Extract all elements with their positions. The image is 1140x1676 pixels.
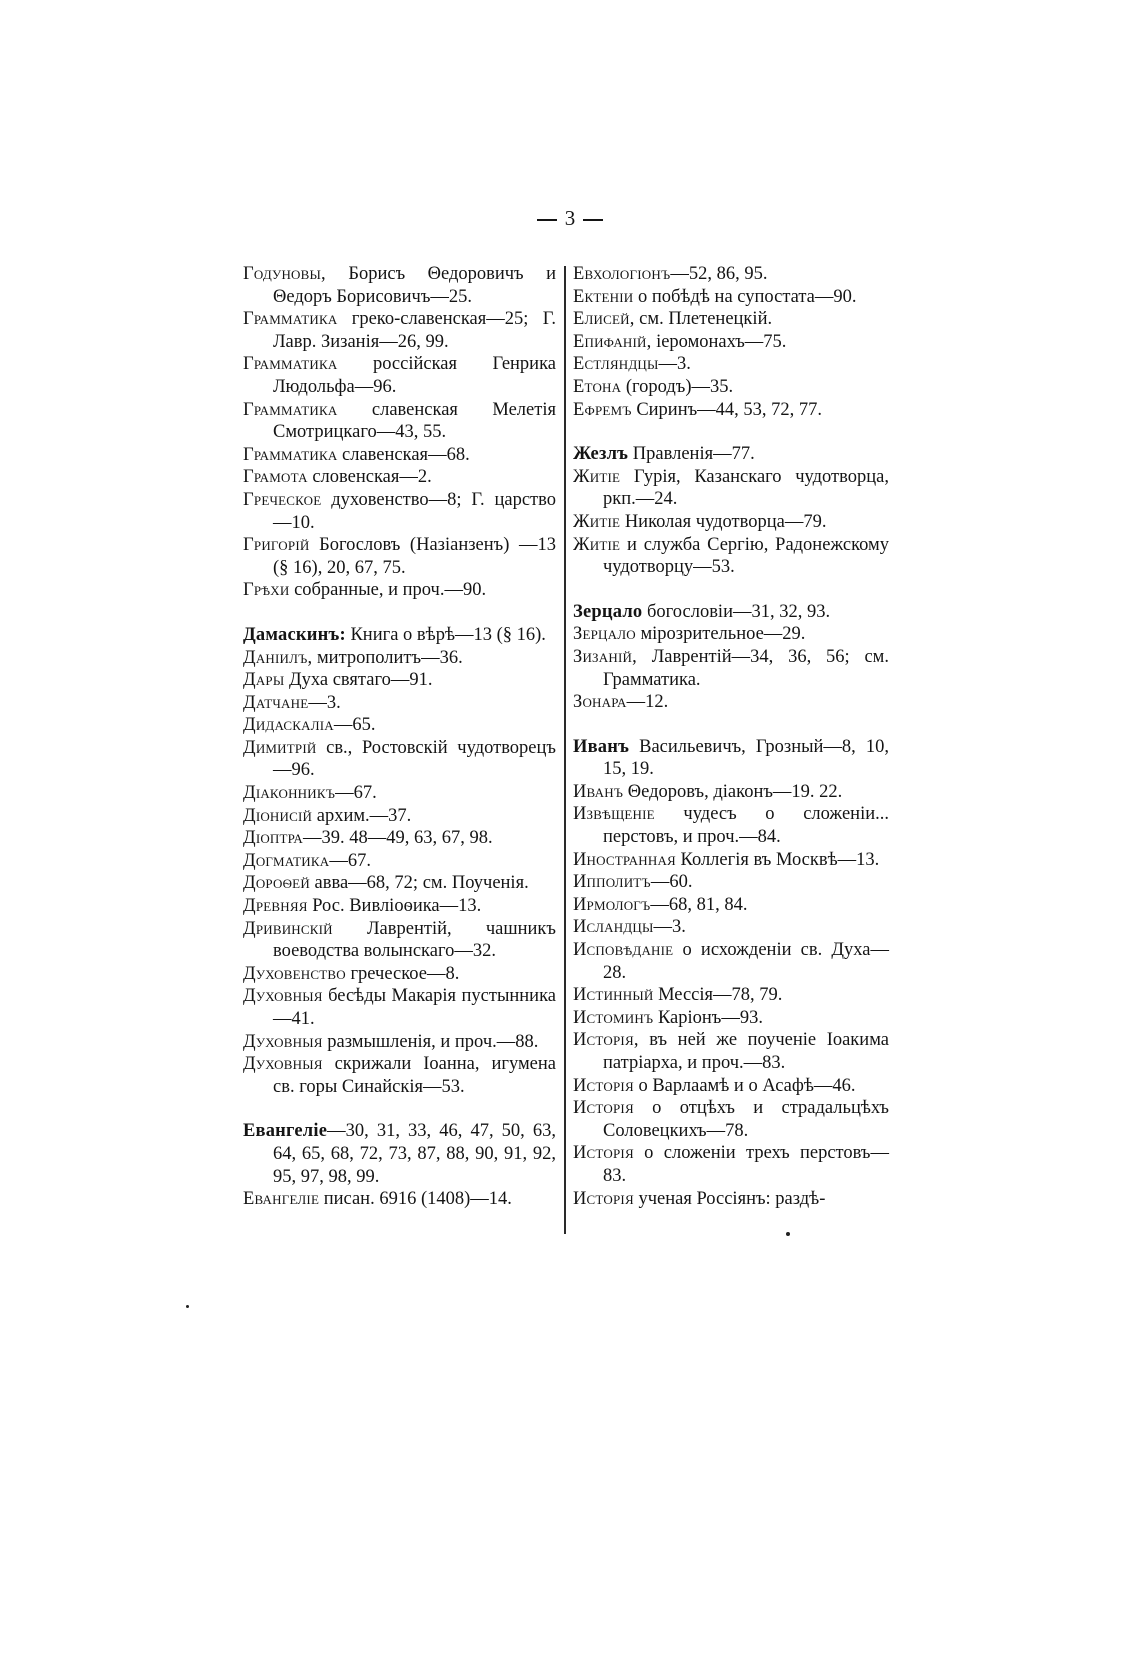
entry-references: о побѣдѣ на супостата—90. [633,286,857,307]
entry-references: ученая Россіянъ: раздѣ- [633,1188,826,1209]
entry-headword: Грамматика [243,444,338,465]
entry-references: Лаврентій, чашникъ воеводства волынскаго—32. [273,918,556,962]
entry-headword: Годуновы, [243,264,326,284]
entry-headword: Житіе [573,466,621,487]
index-entry [573,1097,889,1142]
entry-references: Богословъ (Назіанзенъ) —13 (§ 16), 20, 67, 75. [273,535,556,578]
entry-references: размышленія, и проч.—88. [322,1031,539,1052]
index-entry [243,353,556,398]
entry-headword: Житіе [573,511,621,532]
entry-references: авва—68, 72; см. Поученія. [309,873,529,894]
index-column-right [573,263,889,1232]
index-entry [573,691,889,714]
entry-headword: Ипполитъ [573,872,651,893]
index-entry [243,263,556,308]
index-entry [243,1053,556,1098]
entry-references: словенская—2. [307,467,432,488]
print-speck [786,1232,790,1236]
index-entry [573,916,889,939]
index-entry [243,579,556,602]
entry-references: —67. [329,850,371,871]
entry-headword: Евангеліе [243,1121,328,1142]
entry-references: Васильевичъ, Грозный—8, 10, 15, 19. [603,736,889,780]
index-entry [243,827,556,850]
entry-headword: Дривинскій [243,918,333,939]
page-number-dash-left [537,219,557,221]
entry-references: о Варлаамѣ и о Асафѣ—46. [633,1075,856,1096]
entry-headword: Древняя [243,896,308,917]
entry-references: (городъ)—35. [621,376,734,397]
index-entry [243,1031,556,1054]
entry-headword: Ефремъ [573,399,632,420]
entry-headword: Исторія [573,1188,634,1209]
index-entry [573,353,889,376]
index-entry [243,805,556,828]
index-entry [573,443,889,466]
entry-references: и служба Сергію, Радонежскому чудотворцу—53. [603,534,889,578]
entry-references: Борисъ Θедоровичъ и Θедоръ Борисовичъ—25. [273,264,556,307]
entry-references: —3. [658,354,691,375]
entry-references: богословіи—31, 32, 93. [642,601,831,622]
entry-references: Николая чудотворца—79. [620,511,827,532]
entry-headword: Жезлъ [573,444,629,465]
entry-headword: Догматика [243,850,330,871]
entry-headword: Естляндцы [573,354,659,375]
index-entry [573,984,889,1007]
letter-group [573,601,889,714]
entry-headword: Грамматика [243,354,338,375]
entry-references: скрижали Іоанна, игумена св. горы Синайскія—53. [273,1054,556,1097]
entry-headword: Иностранная [573,849,676,870]
entry-headword: Духовенство [243,963,346,984]
index-entry [243,534,556,579]
index-entry [243,444,556,467]
index-entry [243,895,556,918]
entry-references: Гурія, Казанскаго чудотворца, ркп.—24. [603,466,889,510]
entry-headword: Исторія [573,1075,634,1096]
index-entry [573,286,889,309]
entry-headword: Иванъ [573,781,624,802]
entry-headword: Зизаній, [573,646,637,667]
index-entry [573,511,889,534]
entry-headword: Етона [573,376,622,397]
entry-headword: Димитрій [243,737,317,758]
entry-headword: Дидаскаліа [243,715,334,736]
entry-references: Книга о вѣрѣ—13 (§ 16). [345,624,546,645]
entry-references: славенская Мелетія Смотрицкаго—43, 55. [273,399,556,443]
index-entry [573,939,889,984]
index-entry [243,782,556,805]
entry-headword: Духовныя [243,1031,323,1052]
entry-references: о отцѣхъ и страдальцѣхъ Соловецкихъ—78. [603,1098,889,1141]
entry-headword: Датчане [243,692,309,713]
entry-references: греко-славенская—25; Г. Лавр. Зизанія—26, 99. [273,309,556,352]
entry-references: греческое—8. [345,963,460,984]
index-entry [243,466,556,489]
entry-references: Духа святаго—91. [284,670,433,691]
entry-headword: Зерцало [573,624,636,645]
entry-headword: Дороѳей [243,873,310,894]
index-entry [243,985,556,1030]
entry-headword: Евангеліе [243,1189,320,1210]
index-entry [243,624,556,647]
entry-headword: Ирмологъ [573,894,651,915]
entry-headword: Зерцало [573,601,643,622]
entry-headword: Грамота [243,467,308,488]
entry-references: Коллегія въ Москвѣ—13. [675,849,880,870]
page-number [0,206,1140,231]
entry-references: россійская Генрика Людольфа—96. [273,354,556,397]
entry-references: архим.—37. [312,805,412,826]
entry-headword: Діаконникъ [243,783,336,804]
column-divider [564,266,566,1234]
index-entry [243,737,556,782]
index-entry [573,308,889,331]
letter-group [243,624,556,1098]
entry-headword: Грамматика [243,309,338,330]
entry-headword: Евхологіонъ [573,264,671,284]
entry-references: —3. [653,917,686,938]
index-entry [243,872,556,895]
entry-references: —65. [333,715,376,736]
entry-references: іеромонахъ—75. [651,331,787,352]
index-entry [573,399,889,422]
index-column-left [243,263,556,1233]
entry-references: писан. 6916 (1408)—14. [319,1189,512,1210]
index-entry [573,1029,889,1074]
entry-headword: Ектеніи [573,286,634,307]
entry-references: чудесъ о сложеніи... перстовъ, и проч.—84. [603,804,889,848]
entry-headword: Грѣхи [243,580,290,601]
index-entry [243,1188,556,1211]
letter-group [573,263,889,421]
index-entry [573,781,889,804]
entry-headword: Истоминъ [573,1007,654,1028]
index-entry [243,399,556,444]
entry-references: —39. 48—49, 63, 67, 98. [303,828,493,849]
entry-headword: Извѣщеніе [573,804,655,825]
entry-headword: Житіе [573,534,621,555]
index-entry [573,1142,889,1187]
index-entry [573,1007,889,1030]
index-entry [243,714,556,737]
entry-headword: Исповѣданіе [573,940,674,961]
entry-references: Мессія—78, 79. [653,985,783,1006]
letter-group [573,443,889,579]
index-entry [573,736,889,781]
index-entry [573,623,889,646]
letter-group [243,1120,556,1210]
entry-headword: Исландцы [573,917,654,938]
entry-headword: Даніилъ, [243,647,313,668]
index-entry [243,850,556,873]
entry-references: св., Ростовскій чудотворецъ—96. [273,737,556,781]
entry-references: собранные, и проч.—90. [289,580,487,601]
letter-group [573,736,889,1210]
print-speck [186,1305,189,1308]
entry-references: бесѣды Макарія пустынника—41. [273,986,556,1029]
entry-references: —30, 31, 33, 46, 47, 50, 63, 64, 65, 68, 72, 73, 87, 88, 90, 91, 92, 95, 97, 98, 99. [273,1121,556,1187]
index-entry [573,534,889,579]
entry-headword: Исторія [573,1143,634,1164]
index-entry [573,376,889,399]
entry-headword: Дары [243,670,285,691]
index-entry [573,1188,889,1211]
index-entry [573,1075,889,1098]
entry-headword: Діонисій [243,805,313,826]
index-entry [243,308,556,353]
entry-references: о сложеніи трехъ перстовъ—83. [603,1143,889,1186]
entry-headword: Исторія [573,1098,634,1119]
entry-headword: Зонара [573,692,627,713]
index-entry [243,918,556,963]
index-entry [573,263,889,286]
index-entry [573,466,889,511]
index-entry [573,646,889,691]
page-number-value: 3 [564,206,576,230]
entry-references: —68, 81, 84. [650,894,748,915]
entry-references: Θедоровъ, діаконъ—19. 22. [623,781,843,802]
entry-references: Каріонъ—93. [653,1007,763,1028]
index-entry [243,1120,556,1188]
entry-references: митрополитъ—36. [312,647,463,668]
entry-headword: Епифаній, [573,331,652,352]
index-entry [243,489,556,534]
index-entry [243,669,556,692]
entry-headword: Елисей, [573,309,635,330]
entry-references: Рос. Вивліоѳика—13. [307,896,482,917]
entry-references: —52, 86, 95. [670,264,768,284]
entry-headword: Иванъ [573,736,630,757]
index-entry [243,647,556,670]
entry-references: см. Плетенецкій. [634,309,773,330]
entry-references: —67. [335,783,377,804]
entry-headword: Духовныя [243,1054,323,1075]
entry-headword: Истинный [573,985,654,1006]
index-entry [243,692,556,715]
entry-references: —12. [626,692,669,713]
entry-headword: Діоптра [243,828,304,849]
index-entry [573,803,889,848]
entry-references: —3. [308,692,341,713]
entry-references: мірозрительное—29. [635,624,806,645]
entry-references: Сиринъ—44, 53, 72, 77. [631,399,823,420]
entry-references: въ ней же поученіе Іоакима патріарха, и проч.—83. [603,1030,889,1073]
entry-headword: Исторія, [573,1030,639,1051]
letter-group [243,263,556,602]
index-entry [573,871,889,894]
index-entry [573,331,889,354]
index-entry [573,849,889,872]
entry-references: Лаврентій—34, 36, 56; см. Грамматика. [603,646,889,690]
page-number-dash-right [583,219,603,221]
entry-headword: Духовныя [243,986,323,1007]
entry-references: славенская—68. [337,444,470,465]
entry-headword: Греческое [243,489,322,510]
entry-headword: Григорій [243,535,310,556]
entry-references: о исхожденіи св. Духа—28. [603,940,889,983]
entry-references: Правленія—77. [628,444,755,465]
entry-references: —60. [650,872,693,893]
entry-headword: Дамаскинъ: [243,624,346,645]
entry-headword: Грамматика [243,399,338,420]
index-entry [573,601,889,624]
index-entry [573,894,889,917]
entry-references: духовенство—8; Г. царство—10. [273,489,556,533]
index-entry [243,963,556,986]
